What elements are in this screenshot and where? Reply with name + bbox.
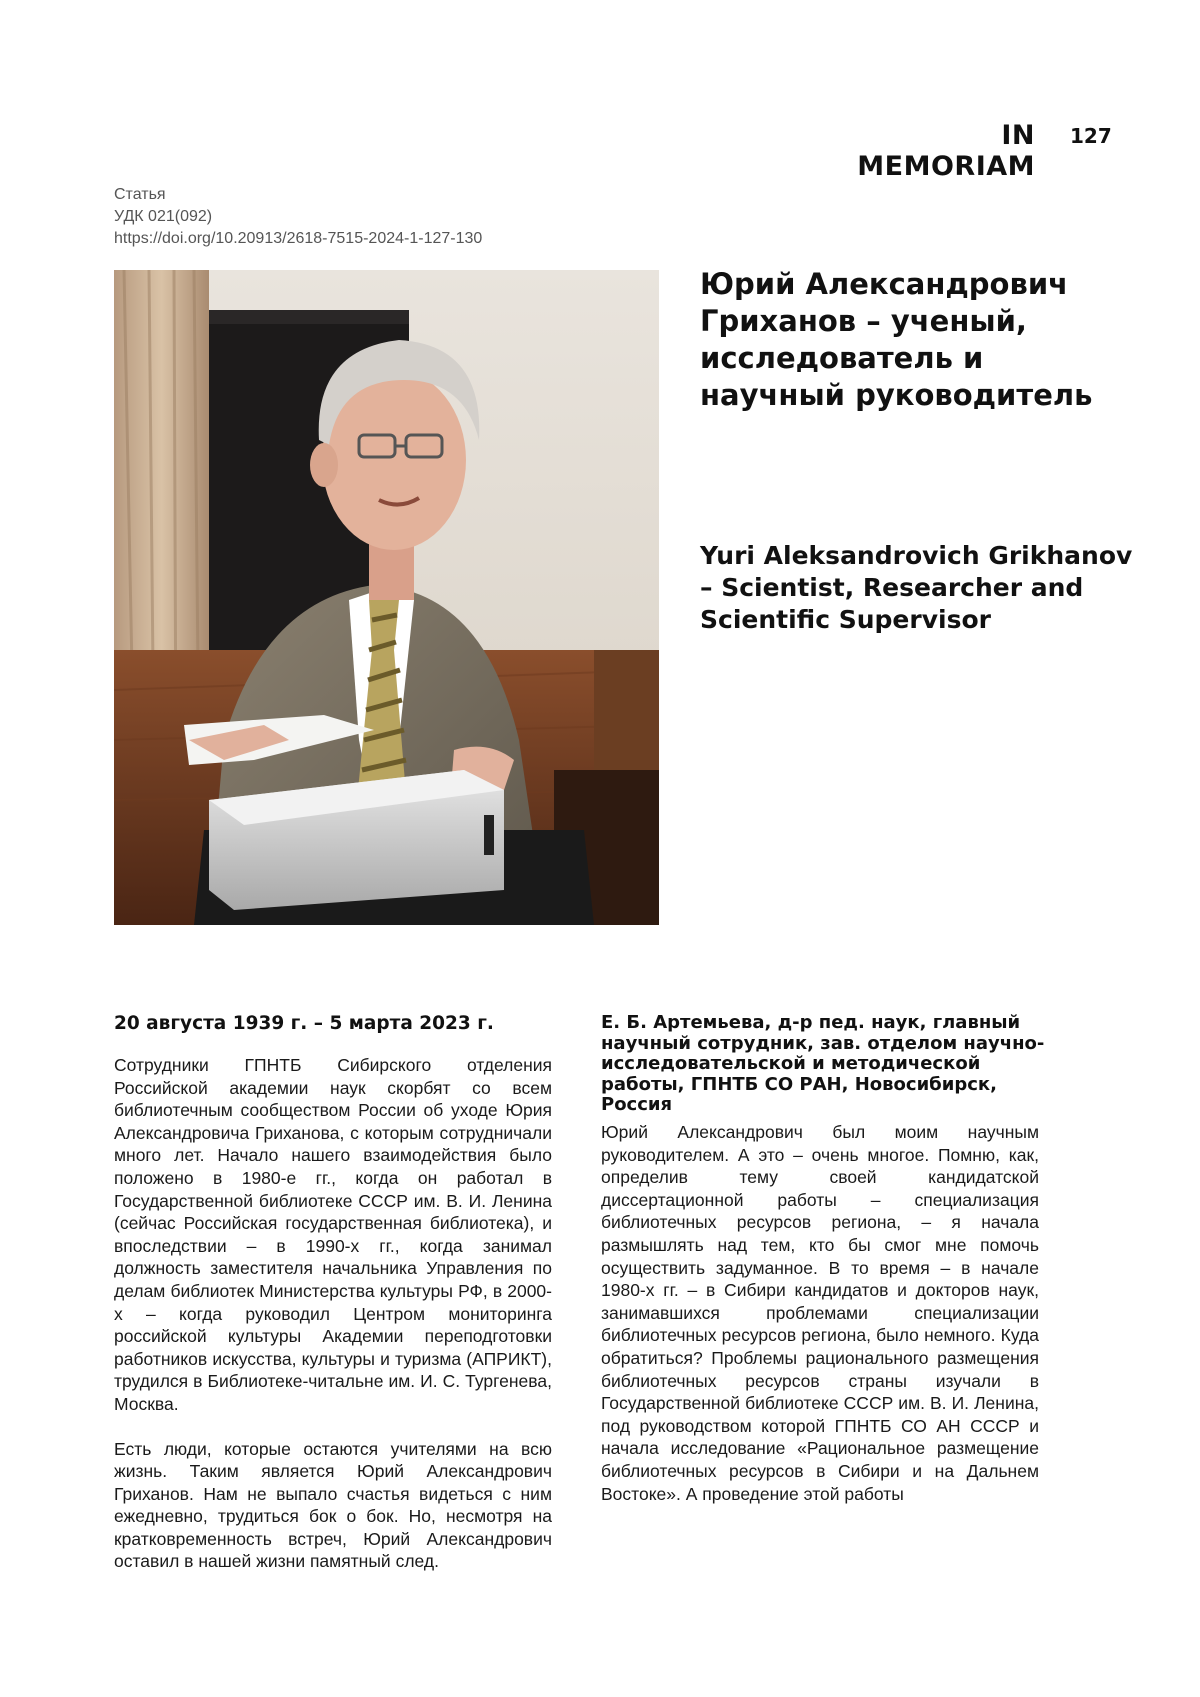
portrait-photo-icon — [114, 270, 659, 925]
article-meta — [114, 184, 482, 250]
author-info: Е. Б. Артемьева, д-р пед. наук, главный научный сотрудник, зав. отделом научно-исследовательской и методической работы, ГПНТБ СО РАН, Новосибирск, Россия — [601, 1013, 1046, 1116]
page-number: 127 — [1070, 124, 1112, 148]
article-title-ru: Юрий Александрович Гриханов – ученый, исследователь и научный руководитель — [700, 266, 1120, 414]
article-title-en: Yuri Aleksandrovich Grikhanov – Scientist, Researcher and Scientific Supervisor — [700, 540, 1140, 636]
life-dates: 20 августа 1939 г. – 5 марта 2023 г. — [114, 1013, 494, 1034]
right-column — [601, 1121, 1039, 1505]
udk-code: УДК 021(092) — [114, 206, 482, 228]
article-type: Статья — [114, 184, 482, 206]
paragraph: Юрий Александрович был моим научным руководителем. А это – очень многое. Помню, как, определив тему своей кандидатской диссертационной работы – специализация библиотечных ресурсов региона, – я начала размышлять над тем, кто бы смог мне помочь осуществить задуманное. В то время – в начале 1980-х гг. – в Сибири кандидатов и докторов наук, занимавшихся проблемами специализации библиотечных ресурсов региона, было немного. Куда обратиться? Проблемы рационального размещения библиотечных ресурсов страны изучали в Государственной библиотеке СССР им. В. И. Ленина, под руководством которой ГПНТБ СО АН СССР и начала исследование «Рациональное размещение библиотечных ресурсов в Сибири и на Дальнем Востоке». А проведение этой работы — [601, 1121, 1039, 1505]
portrait-photo — [114, 270, 659, 925]
section-label: IN MEMORIAM — [820, 120, 1035, 182]
paragraph: Есть люди, которые остаются учителями на всю жизнь. Таким является Юрий Александрович Гриханов. Нам не выпало счастья видеться с ним ежедневно, трудиться бок о бок. Но, несмотря на кратковременность встреч, Юрий Александрович оставил в нашей жизни памятный след. — [114, 1438, 552, 1574]
left-column — [114, 1054, 552, 1595]
paragraph: Сотрудники ГПНТБ Сибирского отделения Российской академии наук скорбят со всем библиотечным сообществом России об уходе Юрия Александровича Гриханова, с которым сотрудничали много лет. Начало нашего взаимодействия было положено в 1980-е гг., когда он работал в Государственной библиотеке СССР им. В. И. Ленина (сейчас Российская государственная библиотека), и впоследствии – в 1990-х гг., когда занимал должность заместителя начальника Управления по делам библиотек Министерства культуры РФ, в 2000-х – когда руководил Центром мониторинга российской культуры Академии переподготовки работников искусства, культуры и туризма (АПРИКТ), трудился в Библиотеке-читальне им. И. С. Тургенева, Москва. — [114, 1054, 552, 1416]
doi-link[interactable]: https://doi.org/10.20913/2618-7515-2024-1-127-130 — [114, 228, 482, 250]
